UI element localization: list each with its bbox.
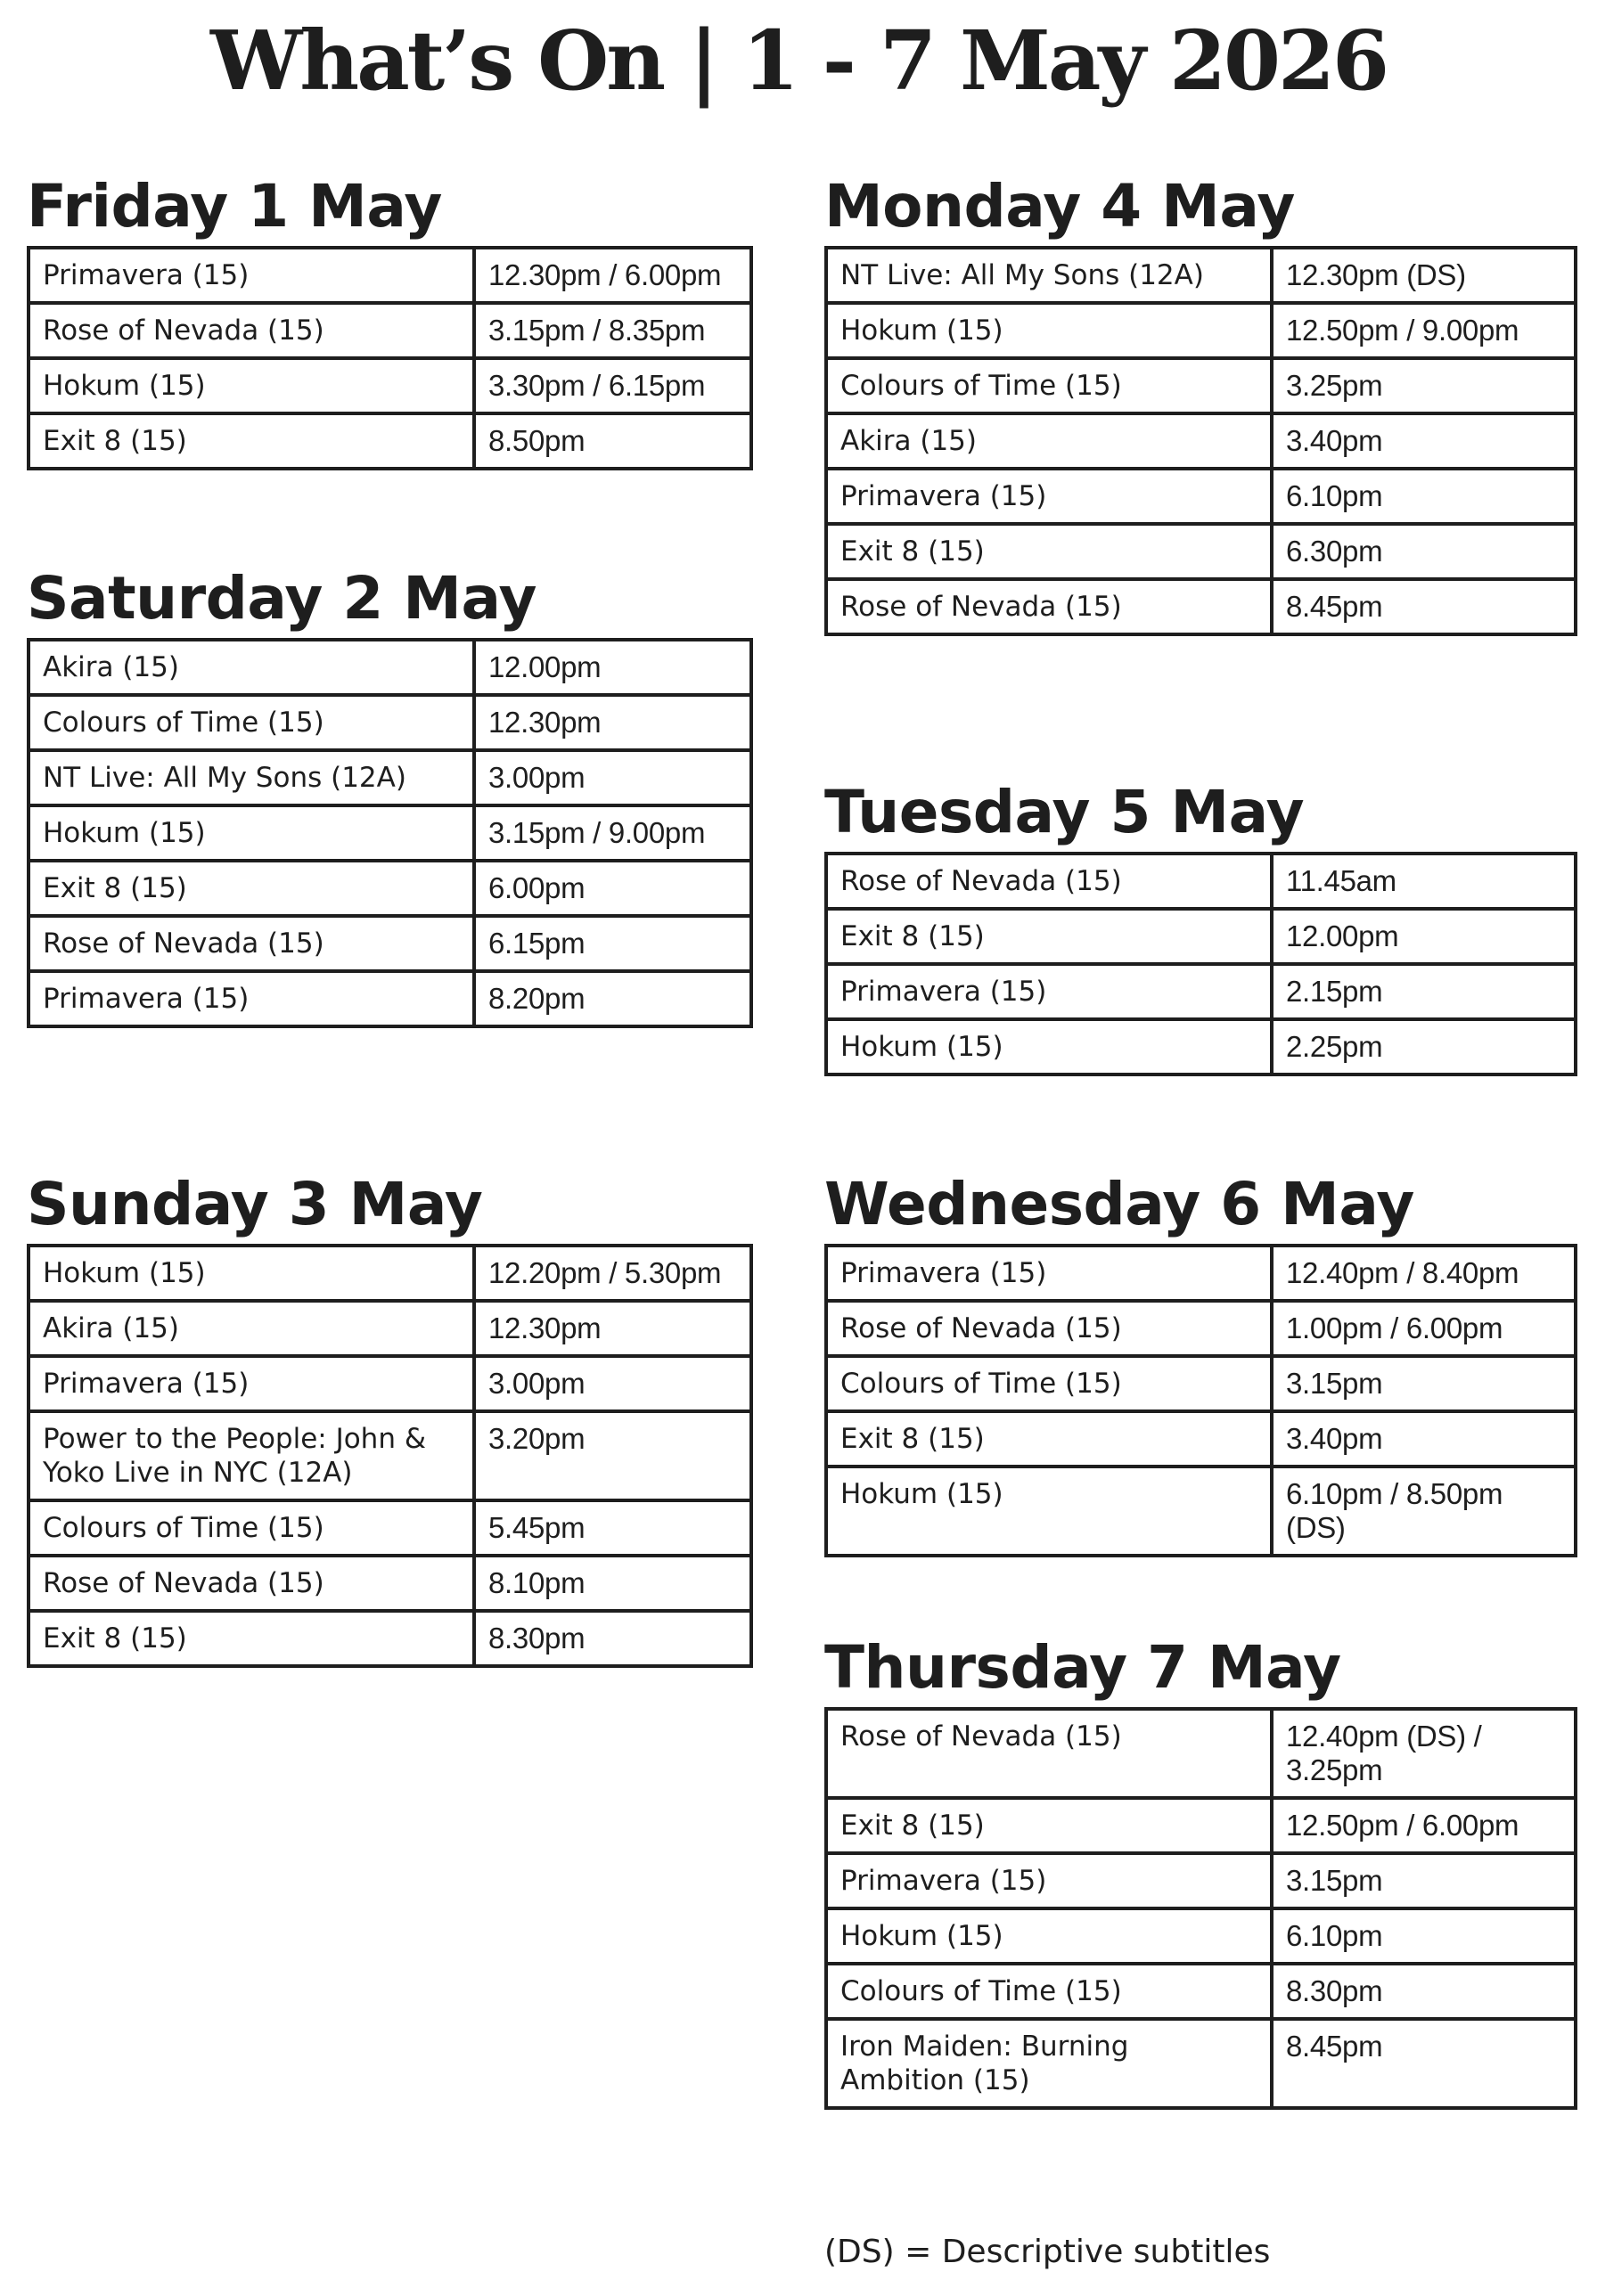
showtimes: 2.25pm bbox=[1272, 1019, 1576, 1074]
schedule-row bbox=[29, 916, 751, 971]
film-title: Primavera (15) bbox=[826, 964, 1272, 1019]
schedule-row bbox=[29, 640, 751, 695]
film-title: Hokum (15) bbox=[826, 1019, 1272, 1074]
showtimes: 3.15pm bbox=[1272, 1356, 1576, 1411]
showtimes: 12.00pm bbox=[474, 640, 751, 695]
showtimes: 3.15pm bbox=[1272, 1853, 1576, 1908]
schedule-row bbox=[29, 1556, 751, 1611]
schedule-row bbox=[826, 1411, 1576, 1467]
schedule-row bbox=[826, 1356, 1576, 1411]
film-title: Exit 8 (15) bbox=[826, 1798, 1272, 1853]
film-title: Rose of Nevada (15) bbox=[826, 1301, 1272, 1356]
film-title: Hokum (15) bbox=[826, 303, 1272, 358]
film-title: Primavera (15) bbox=[29, 248, 474, 303]
schedule-row bbox=[826, 1908, 1576, 1964]
film-title: Rose of Nevada (15) bbox=[826, 1709, 1272, 1798]
showtimes: 12.30pm / 6.00pm bbox=[474, 248, 751, 303]
schedule-row bbox=[29, 358, 751, 413]
showtimes: 6.30pm bbox=[1272, 524, 1576, 579]
schedule-table bbox=[824, 852, 1577, 1076]
film-title: Exit 8 (15) bbox=[826, 909, 1272, 964]
film-title: Colours of Time (15) bbox=[826, 1964, 1272, 2019]
film-title: Hokum (15) bbox=[29, 358, 474, 413]
showtimes: 6.00pm bbox=[474, 861, 751, 916]
schedule-row bbox=[826, 1709, 1576, 1798]
film-title: Primavera (15) bbox=[29, 971, 474, 1026]
day-heading: Friday 1 May bbox=[27, 172, 442, 241]
showtimes: 1.00pm / 6.00pm bbox=[1272, 1301, 1576, 1356]
schedule-table bbox=[824, 246, 1577, 636]
schedule-table bbox=[27, 638, 753, 1028]
film-title: Rose of Nevada (15) bbox=[826, 854, 1272, 909]
schedule-row bbox=[29, 1411, 751, 1500]
film-title: Exit 8 (15) bbox=[826, 1411, 1272, 1467]
schedule-row bbox=[826, 413, 1576, 469]
showtimes: 3.30pm / 6.15pm bbox=[474, 358, 751, 413]
film-title: Hokum (15) bbox=[29, 1246, 474, 1301]
schedule-row bbox=[826, 1301, 1576, 1356]
schedule-row bbox=[826, 2019, 1576, 2108]
day-heading: Sunday 3 May bbox=[27, 1170, 483, 1238]
showtimes: 12.30pm (DS) bbox=[1272, 248, 1576, 303]
film-title: Exit 8 (15) bbox=[29, 861, 474, 916]
showtimes: 12.30pm bbox=[474, 1301, 751, 1356]
schedule-row bbox=[29, 805, 751, 861]
day-heading: Monday 4 May bbox=[824, 172, 1295, 241]
schedule-table bbox=[27, 246, 753, 470]
schedule-row bbox=[29, 248, 751, 303]
showtimes: 12.40pm / 8.40pm bbox=[1272, 1246, 1576, 1301]
showtimes: 12.40pm (DS) / 3.25pm bbox=[1272, 1709, 1576, 1798]
schedule-table bbox=[27, 1244, 753, 1668]
film-title: Rose of Nevada (15) bbox=[826, 579, 1272, 634]
film-title: Akira (15) bbox=[29, 1301, 474, 1356]
film-title: Akira (15) bbox=[29, 640, 474, 695]
film-title: Primavera (15) bbox=[826, 1853, 1272, 1908]
schedule-row bbox=[29, 303, 751, 358]
film-title: Primavera (15) bbox=[29, 1356, 474, 1411]
film-title: Colours of Time (15) bbox=[826, 358, 1272, 413]
showtimes: 12.00pm bbox=[1272, 909, 1576, 964]
showtimes: 8.50pm bbox=[474, 413, 751, 469]
film-title: Hokum (15) bbox=[29, 805, 474, 861]
film-title: Rose of Nevada (15) bbox=[29, 303, 474, 358]
showtimes: 6.10pm / 8.50pm (DS) bbox=[1272, 1467, 1576, 1556]
schedule-row bbox=[826, 469, 1576, 524]
schedule-row bbox=[29, 413, 751, 469]
showtimes: 3.00pm bbox=[474, 1356, 751, 1411]
schedule-row bbox=[826, 1964, 1576, 2019]
showtimes: 11.45am bbox=[1272, 854, 1576, 909]
showtimes: 3.40pm bbox=[1272, 413, 1576, 469]
showtimes: 6.10pm bbox=[1272, 469, 1576, 524]
film-title: Hokum (15) bbox=[826, 1908, 1272, 1964]
schedule-row bbox=[826, 524, 1576, 579]
showtimes: 3.25pm bbox=[1272, 358, 1576, 413]
schedule-row bbox=[826, 1019, 1576, 1074]
schedule-row bbox=[29, 1500, 751, 1556]
schedule-row bbox=[826, 1246, 1576, 1301]
showtimes: 8.10pm bbox=[474, 1556, 751, 1611]
film-title: Power to the People: John & Yoko Live in NYC (12A) bbox=[29, 1411, 474, 1500]
schedule-row bbox=[826, 248, 1576, 303]
film-title: Colours of Time (15) bbox=[29, 695, 474, 750]
schedule-row bbox=[826, 303, 1576, 358]
film-title: Exit 8 (15) bbox=[29, 413, 474, 469]
schedule-row bbox=[826, 579, 1576, 634]
day-heading: Thursday 7 May bbox=[824, 1633, 1341, 1702]
schedule-row bbox=[29, 1356, 751, 1411]
schedule-row bbox=[826, 1853, 1576, 1908]
footnote: (DS) = Descriptive subtitles bbox=[824, 2234, 1271, 2270]
showtimes: 3.15pm / 8.35pm bbox=[474, 303, 751, 358]
film-title: Rose of Nevada (15) bbox=[29, 1556, 474, 1611]
schedule-row bbox=[29, 750, 751, 805]
schedule-row bbox=[29, 1611, 751, 1666]
schedule-row bbox=[29, 1301, 751, 1356]
showtimes: 12.50pm / 9.00pm bbox=[1272, 303, 1576, 358]
film-title: Primavera (15) bbox=[826, 469, 1272, 524]
showtimes: 2.15pm bbox=[1272, 964, 1576, 1019]
schedule-table bbox=[824, 1244, 1577, 1557]
schedule-row bbox=[826, 358, 1576, 413]
film-title: NT Live: All My Sons (12A) bbox=[826, 248, 1272, 303]
film-title: Colours of Time (15) bbox=[29, 1500, 474, 1556]
showtimes: 8.30pm bbox=[474, 1611, 751, 1666]
showtimes: 3.00pm bbox=[474, 750, 751, 805]
schedule-row bbox=[29, 861, 751, 916]
schedule-row bbox=[29, 971, 751, 1026]
film-title: Colours of Time (15) bbox=[826, 1356, 1272, 1411]
showtimes: 5.45pm bbox=[474, 1500, 751, 1556]
showtimes: 3.20pm bbox=[474, 1411, 751, 1500]
schedule-row bbox=[29, 695, 751, 750]
schedule-row bbox=[826, 909, 1576, 964]
day-heading: Saturday 2 May bbox=[27, 564, 537, 633]
schedule-table bbox=[824, 1707, 1577, 2110]
showtimes: 12.50pm / 6.00pm bbox=[1272, 1798, 1576, 1853]
film-title: Exit 8 (15) bbox=[29, 1611, 474, 1666]
schedule-row bbox=[826, 1467, 1576, 1556]
film-title: Akira (15) bbox=[826, 413, 1272, 469]
schedule-row bbox=[826, 964, 1576, 1019]
page-title: What’s On | 1 - 7 May 2026 bbox=[209, 12, 1387, 109]
day-heading: Wednesday 6 May bbox=[824, 1170, 1414, 1238]
showtimes: 12.20pm / 5.30pm bbox=[474, 1246, 751, 1301]
schedule-row bbox=[29, 1246, 751, 1301]
schedule-row bbox=[826, 854, 1576, 909]
showtimes: 8.45pm bbox=[1272, 2019, 1576, 2108]
film-title: Primavera (15) bbox=[826, 1246, 1272, 1301]
film-title: Iron Maiden: Burning Ambition (15) bbox=[826, 2019, 1272, 2108]
showtimes: 8.30pm bbox=[1272, 1964, 1576, 2019]
film-title: Rose of Nevada (15) bbox=[29, 916, 474, 971]
film-title: Hokum (15) bbox=[826, 1467, 1272, 1556]
film-title: Exit 8 (15) bbox=[826, 524, 1272, 579]
showtimes: 6.10pm bbox=[1272, 1908, 1576, 1964]
showtimes: 6.15pm bbox=[474, 916, 751, 971]
showtimes: 3.15pm / 9.00pm bbox=[474, 805, 751, 861]
day-heading: Tuesday 5 May bbox=[824, 778, 1305, 846]
showtimes: 8.45pm bbox=[1272, 579, 1576, 634]
showtimes: 12.30pm bbox=[474, 695, 751, 750]
schedule-row bbox=[826, 1798, 1576, 1853]
showtimes: 3.40pm bbox=[1272, 1411, 1576, 1467]
showtimes: 8.20pm bbox=[474, 971, 751, 1026]
film-title: NT Live: All My Sons (12A) bbox=[29, 750, 474, 805]
